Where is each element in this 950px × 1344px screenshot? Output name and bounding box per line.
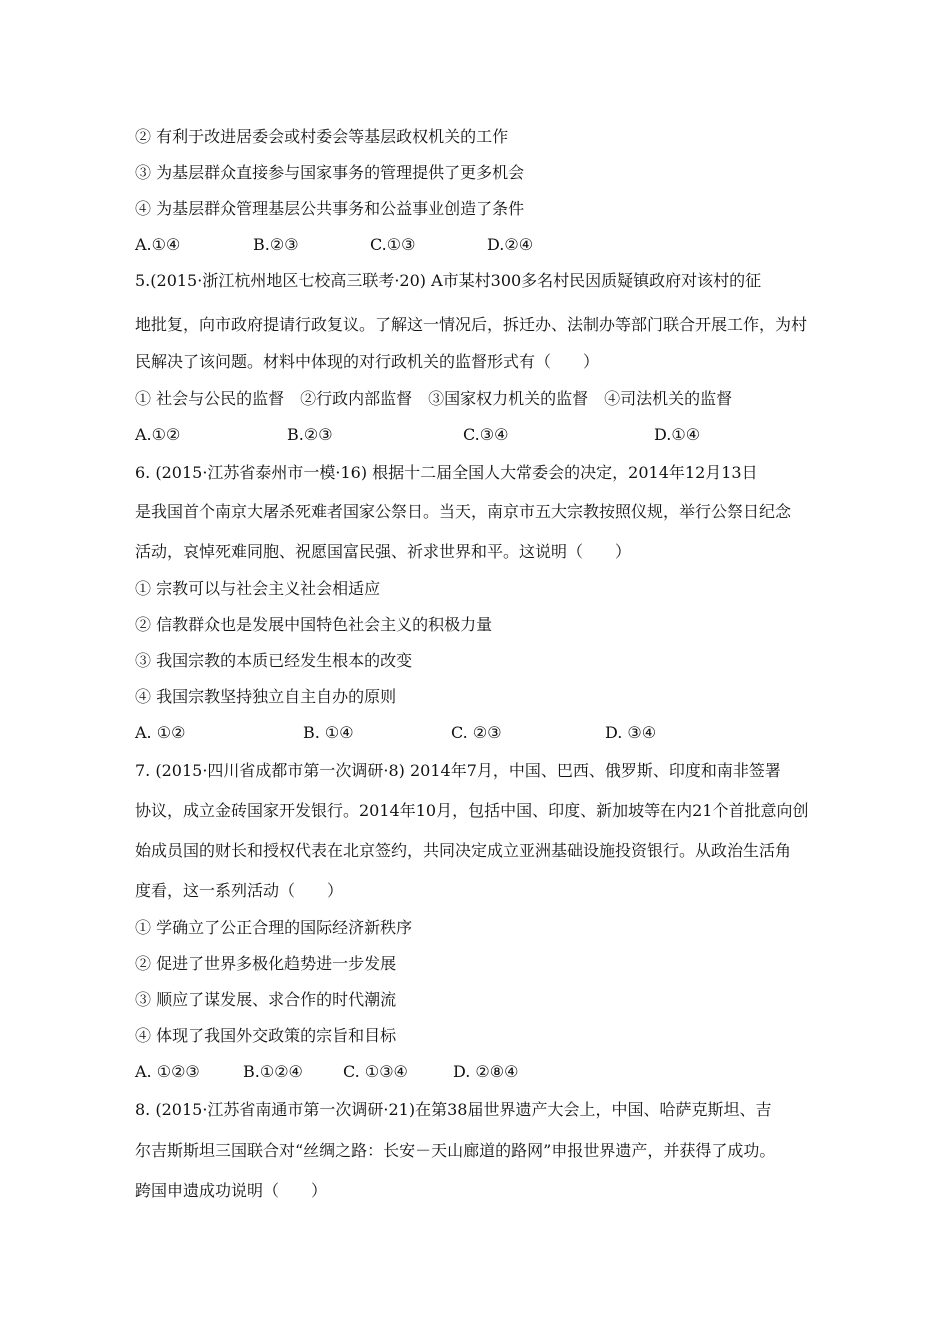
q7-option-a: A. ①②③ <box>135 1062 200 1081</box>
q4-statement-2: ② 有利于改进居委会或村委会等基层政权机关的工作 <box>135 127 509 146</box>
q6-statement-4: ④ 我国宗教坚持独立自主自办的原则 <box>135 687 397 706</box>
q5-stem-line: 民解决了该问题。材料中体现的对行政机关的监督形式有（ ） <box>135 352 600 371</box>
q7-option-d: D. ②⑧④ <box>453 1062 519 1081</box>
q4-option-d: D.②④ <box>487 235 534 254</box>
q7-stem-line: 7. (2015·四川省成都市第一次调研·8) 2014年7月，中国、巴西、俄罗斯、印度和南非签署 <box>135 761 781 780</box>
q6-option-d: D. ③④ <box>605 723 657 742</box>
q6-statement-1: ① 宗教可以与社会主义社会相适应 <box>135 579 381 598</box>
q5-option-b: B.②③ <box>287 425 333 444</box>
q6-stem-line: 活动，哀悼死难同胞、祝愿国富民强、祈求世界和平。这说明（ ） <box>135 542 632 561</box>
q5-option-d: D.①④ <box>654 425 701 444</box>
q7-stem-line: 协议，成立金砖国家开发银行。2014年10月，包括中国、印度、新加坡等在内21个首批意向创 <box>135 801 809 820</box>
q7-statement-3: ③ 顺应了谋发展、求合作的时代潮流 <box>135 990 397 1009</box>
q7-statement-2: ② 促进了世界多极化趋势进一步发展 <box>135 954 397 973</box>
q6-option-b: B. ①④ <box>303 723 354 742</box>
q6-option-c: C. ②③ <box>451 723 502 742</box>
q4-option-a: A.①④ <box>135 235 181 254</box>
q6-statement-2: ② 信教群众也是发展中国特色社会主义的积极力量 <box>135 615 493 634</box>
q5-stem-line: 5.(2015·浙江杭州地区七校高三联考·20) A市某村300多名村民因质疑镇政府对该村的征 <box>135 271 762 290</box>
q5-statements: ① 社会与公民的监督 ②行政内部监督 ③国家权力机关的监督 ④司法机关的监督 <box>135 389 733 408</box>
q4-statement-3: ③ 为基层群众直接参与国家事务的管理提供了更多机会 <box>135 163 525 182</box>
q6-stem-line: 是我国首个南京大屠杀死难者国家公祭日。当天，南京市五大宗教按照仪规，举行公祭日纪念 <box>135 502 792 521</box>
q5-option-a: A.①② <box>135 425 181 444</box>
q8-stem-line: 跨国申遗成功说明（ ） <box>135 1181 328 1200</box>
q5-option-c: C.③④ <box>463 425 509 444</box>
q7-statement-4: ④ 体现了我国外交政策的宗旨和目标 <box>135 1026 397 1045</box>
q7-option-b: B.①②④ <box>243 1062 303 1081</box>
q8-stem-line: 尔吉斯斯坦三国联合对“丝绸之路：长安－天山廊道的路网”申报世界遗产，并获得了成功。 <box>135 1141 776 1160</box>
q6-statement-3: ③ 我国宗教的本质已经发生根本的改变 <box>135 651 413 670</box>
q6-stem-line: 6. (2015·江苏省泰州市一模·16) 根据十二届全国人大常委会的决定，2014年12月13日 <box>135 463 758 482</box>
q4-option-c: C.①③ <box>370 235 416 254</box>
q6-option-a: A. ①② <box>135 723 186 742</box>
q7-stem-line: 始成员国的财长和授权代表在北京签约，共同决定成立亚洲基础设施投资银行。从政治生活角 <box>135 841 792 860</box>
q7-stem-line: 度看，这一系列活动（ ） <box>135 881 344 900</box>
q7-option-c: C. ①③④ <box>343 1062 408 1081</box>
q4-statement-4: ④ 为基层群众管理基层公共事务和公益事业创造了条件 <box>135 199 525 218</box>
q8-stem-line: 8. (2015·江苏省南通市第一次调研·21)在第38届世界遗产大会上，中国、哈萨克斯坦、吉 <box>135 1100 772 1119</box>
q7-statement-1: ① 学确立了公正合理的国际经济新秩序 <box>135 918 413 937</box>
q4-option-b: B.②③ <box>253 235 299 254</box>
q5-stem-line: 地批复，向市政府提请行政复议。了解这一情况后，拆迁办、法制办等部门联合开展工作，为村 <box>135 315 808 334</box>
